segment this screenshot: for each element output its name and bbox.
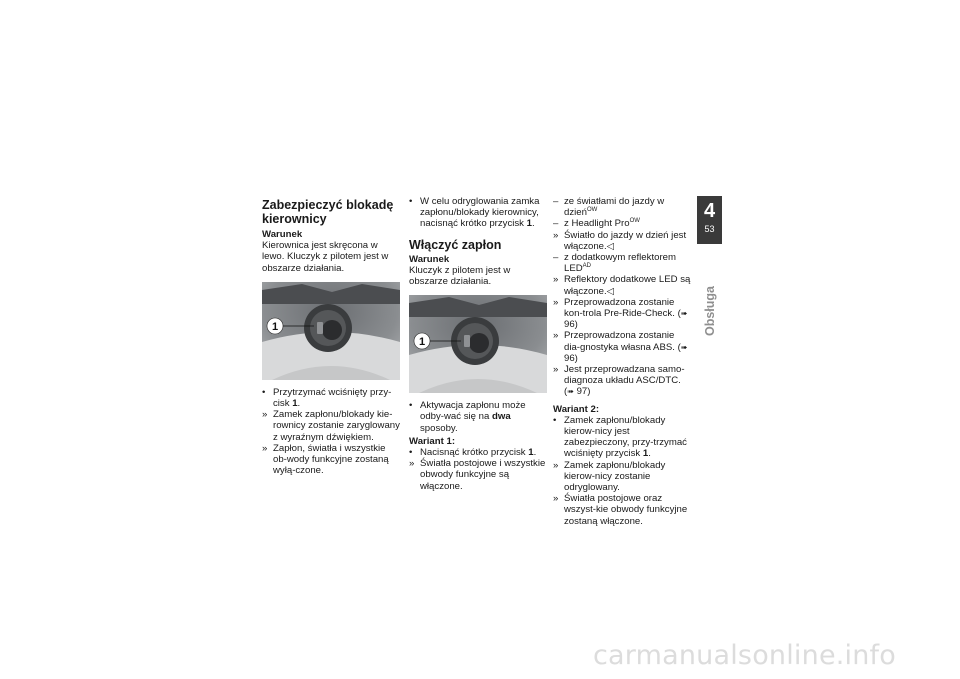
result-asc-dtc-diagnosis: » Jest przeprowadzana samo-diagnoza układu ASC/DTC. (➠ 97) [553, 364, 685, 398]
condition-text: Kluczyk z pilotem jest w obszarze działania. [409, 264, 511, 288]
column-3 [553, 196, 691, 527]
chapter-title-vertical: Obsługa [703, 286, 717, 337]
section-title-ignition: Włączyć zapłon [409, 237, 502, 252]
callout-1: 1 [271, 320, 279, 333]
v1-step: • Nacisnąć krótko przycisk 1. [409, 447, 537, 459]
column-1 [262, 196, 400, 476]
column-2 [409, 196, 547, 492]
step-activation: • Aktywacja zapłonu może odby-wać się na dwa sposoby. [409, 400, 526, 434]
page-ref-arrow-icon: ➠ [680, 309, 688, 319]
option-led-light: – z dodatkowym reflektorem $LED^{AD}$ [553, 252, 676, 275]
result-pre-ride-check: » Przeprowadzona zostanie kon-trola Pre-Ride-Check. (➠ 96) [553, 296, 688, 331]
result-daytime-on: » Światło do jazdy w dzień jest włączone.◁ [553, 229, 687, 252]
v2-result-unlocked: » Zamek zapłonu/blokady kierow-nicy zostanie odryglowany. [553, 459, 666, 494]
page-number: 53 [704, 224, 715, 234]
option-daytime-lights: – ze światłami do jazdy w dzień$^{OW}$ [553, 196, 665, 219]
v2-result-on: » Światła postojowe oraz wszyst-kie obwody funkcyjne zostaną włączone. [553, 493, 688, 527]
chapter-number: 4 [703, 200, 716, 222]
ignition-switch-photo [262, 282, 400, 380]
page-ref-arrow-icon: ➠ [680, 342, 688, 352]
chapter-tab [697, 196, 722, 244]
v1-result: » Światła postojowe i wszystkie obwody funkcyjne są włączone. [409, 458, 546, 492]
condition-label: Warunek [262, 229, 303, 240]
step-hold-button: • Przytrzymać wciśnięty przy-cisk 1. [262, 386, 392, 410]
result-led-on: » Reflektory dodatkowe LED są włączone.◁ [553, 274, 691, 297]
variant-1-label: Wariant 1: [409, 435, 456, 447]
option-headlight-pro: – z Headlight Pro$^{OW}$ [553, 218, 640, 230]
step-unlock: • W celu odryglowania zamka zapłonu/blokady kierownicy, nacisnąć krótko przycisk 1. [409, 196, 540, 230]
page-ref-arrow-icon: ➠ [567, 387, 574, 397]
condition-text: Kierownica jest skręcona w lewo. Kluczyk z pilotem jest w obszarze działania. [262, 240, 389, 274]
result-off: » Zapłon, światła i wszystkie ob-wody funkcyjne zostaną wyłą-czone. [262, 442, 389, 477]
callout-1: 1 [418, 336, 426, 349]
result-abs-diagnosis: » Przeprowadzona zostanie dia-gnostyka własna ABS. (➠ 96) [553, 330, 688, 364]
ignition-switch-photo [409, 295, 547, 393]
condition-label: Warunek [409, 253, 450, 265]
watermark: carmanualsonline.info [593, 640, 896, 671]
result-locked: » Zamek zapłonu/blokady kie-rownicy zostanie zaryglowany z wyraźnym dźwiękiem. [262, 409, 400, 443]
section-title-steering-lock: Zabezpieczyć blokadę kierownicy [262, 198, 394, 226]
v2-step: • Zamek zapłonu/blokady kierow-nicy jest zabezpieczony, przy-trzymać wciśnięty przycisk 1. [553, 414, 687, 460]
variant-2-label: Wariant 2: [553, 403, 600, 415]
